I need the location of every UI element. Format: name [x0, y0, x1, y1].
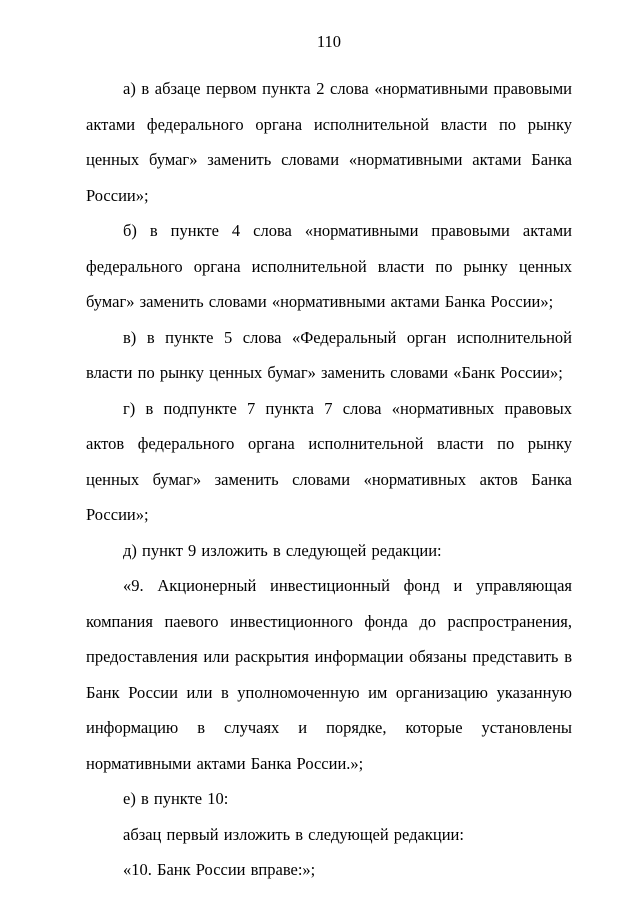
- paragraph: «9. Акционерный инвестиционный фонд и управляющая компания паевого инвестиционного фонда до распространения, предоставления или раскрытия информации обязаны представить в Банк России или в уполномоченную им организацию указанную информацию в случаях и порядке, которые установлены нормативными актами Банка России.»;: [86, 576, 572, 773]
- document-body: [86, 71, 572, 888]
- paragraph: «10. Банк России вправе:»;: [123, 860, 316, 879]
- paragraph: б) в пункте 4 слова «нормативными правовыми актами федерального органа исполнительной власти по рынку ценных бумаг» заменить словами «нормативными актами Банка России»;: [86, 221, 572, 311]
- paragraph: а) в абзаце первом пункта 2 слова «нормативными правовыми актами федерального органа исполнительной власти по рынку ценных бумаг» заменить словами «нормативными актами Банка России»;: [86, 79, 572, 205]
- paragraph: е) в пункте 10:: [123, 789, 229, 808]
- page-number: 110: [316, 32, 342, 51]
- paragraph: абзац первый изложить в следующей редакции:: [123, 824, 464, 844]
- paragraph: в) в пункте 5 слова «Федеральный орган исполнительной власти по рынку ценных бумаг» заменить словами «Банк России»;: [86, 327, 572, 382]
- paragraph: д) пункт 9 изложить в следующей редакции:: [123, 540, 442, 560]
- paragraph: г) в подпункте 7 пункта 7 слова «нормативных правовых актов федерального органа исполнительной власти по рынку ценных бумаг» заменить словами «нормативных актов Банка России»;: [86, 398, 572, 524]
